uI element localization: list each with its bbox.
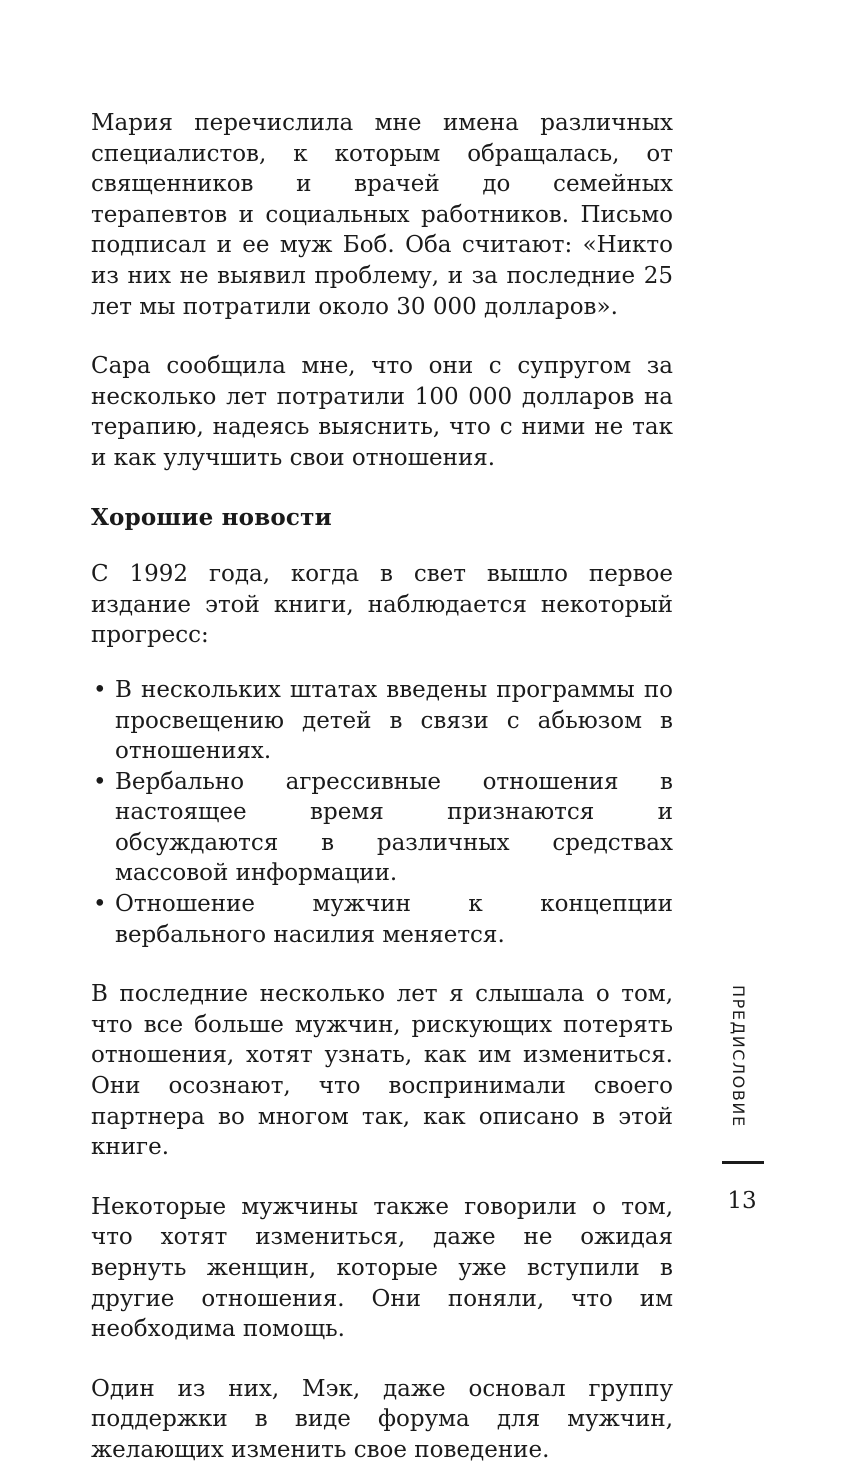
list-item-text: В нескольких штатах введены программы по просвещению детей в связи с абьюзом в отношениях. bbox=[115, 676, 673, 765]
page-number: 13 bbox=[727, 1188, 757, 1214]
chapter-side-label: ПРЕДИСЛОВИЕ bbox=[729, 985, 748, 1128]
bullet-icon: • bbox=[93, 676, 107, 703]
bullet-icon: • bbox=[93, 891, 107, 918]
bullet-icon: • bbox=[93, 768, 107, 795]
side-rule-divider bbox=[722, 1161, 764, 1164]
progress-list bbox=[91, 675, 673, 950]
list-item bbox=[91, 675, 673, 767]
body-text bbox=[91, 108, 673, 1466]
paragraph-mack: Один из них, Мэк, даже основал группу поддержки в виде форума для мужчин, желающих изменить свое поведение. bbox=[91, 1375, 673, 1463]
paragraph-intro: С 1992 года, когда в свет вышло первое издание этой книги, наблюдается некоторый прогресс: bbox=[91, 561, 673, 649]
paragraph-recent-years: В последние несколько лет я слышала о том, что все больше мужчин, рискующих потерять отношения, хотят узнать, как им измениться. Они осознают, что воспринимали своего партнера во многом так, как описано в этой книге. bbox=[91, 981, 673, 1161]
paragraph-sara: Сара сообщила мне, что они с супругом за несколько лет потратили 100 000 долларов на терапию, надеясь выяснить, что с ними не так и как улучшить свои отношения. bbox=[91, 353, 673, 471]
section-heading: Хорошие новости bbox=[91, 503, 332, 531]
list-item bbox=[91, 889, 673, 950]
list-item-text: Вербально агрессивные отношения в настоящее время признаются и обсуждаются в различных средствах массовой информации. bbox=[115, 768, 673, 887]
paragraph-some-men: Некоторые мужчины также говорили о том, что хотят измениться, даже не ожидая вернуть женщин, которые уже вступили в другие отношения. Они поняли, что им необходима помощь. bbox=[91, 1193, 673, 1343]
paragraph-maria: Мария перечислила мне имена различных специалистов, к которым обращалась, от священников и врачей до семейных терапевтов и социальных работников. Письмо подписал и ее муж Боб. Оба считают: «Никто из них не выявил проблему, и за последние 25 лет мы потратили около 30 000 долларов». bbox=[91, 110, 673, 320]
list-item bbox=[91, 767, 673, 889]
list-item-text: Отношение мужчин к концепции вербального насилия меняется. bbox=[115, 891, 673, 948]
